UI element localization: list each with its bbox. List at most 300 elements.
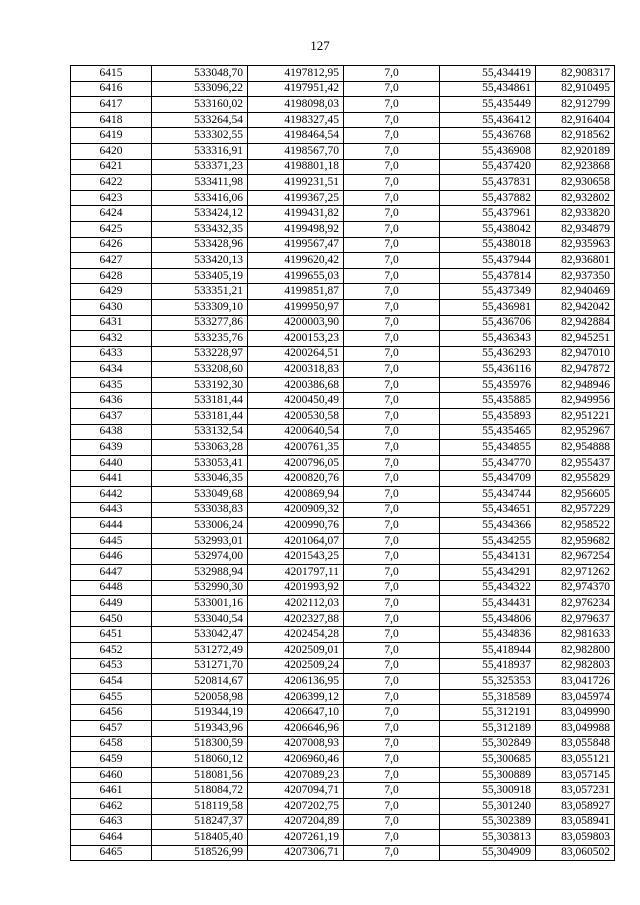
point-number-cell: 6465 xyxy=(71,845,152,861)
height-cell: 7,0 xyxy=(344,814,440,830)
point-number-cell: 6462 xyxy=(71,798,152,814)
table-row xyxy=(71,720,615,736)
latitude-cell: 55,434366 xyxy=(440,518,536,534)
x-coordinate-cell: 533420,13 xyxy=(152,253,248,269)
height-cell: 7,0 xyxy=(344,549,440,565)
table-row xyxy=(71,471,615,487)
longitude-cell: 82,930658 xyxy=(536,175,615,191)
x-coordinate-cell: 533371,23 xyxy=(152,159,248,175)
table-row xyxy=(71,284,615,300)
table-row xyxy=(71,783,615,799)
height-cell: 7,0 xyxy=(344,97,440,113)
table-row xyxy=(71,689,615,705)
height-cell: 7,0 xyxy=(344,424,440,440)
height-cell: 7,0 xyxy=(344,565,440,581)
latitude-cell: 55,418937 xyxy=(440,658,536,674)
table-row xyxy=(71,767,615,783)
x-coordinate-cell: 518247,37 xyxy=(152,814,248,830)
point-number-cell: 6440 xyxy=(71,455,152,471)
table-row xyxy=(71,128,615,144)
table-row xyxy=(71,845,615,861)
height-cell: 7,0 xyxy=(344,175,440,191)
table-row xyxy=(71,237,615,253)
height-cell: 7,0 xyxy=(344,611,440,627)
point-number-cell: 6423 xyxy=(71,190,152,206)
point-number-cell: 6451 xyxy=(71,627,152,643)
height-cell: 7,0 xyxy=(344,705,440,721)
height-cell: 7,0 xyxy=(344,471,440,487)
longitude-cell: 82,940469 xyxy=(536,284,615,300)
x-coordinate-cell: 533277,86 xyxy=(152,315,248,331)
x-coordinate-cell: 533049,68 xyxy=(152,487,248,503)
point-number-cell: 6443 xyxy=(71,502,152,518)
latitude-cell: 55,436412 xyxy=(440,112,536,128)
point-number-cell: 6419 xyxy=(71,128,152,144)
table-row xyxy=(71,221,615,237)
table-row xyxy=(71,81,615,97)
longitude-cell: 82,967254 xyxy=(536,549,615,565)
latitude-cell: 55,437882 xyxy=(440,190,536,206)
table-row xyxy=(71,409,615,425)
y-coordinate-cell: 4201543,25 xyxy=(248,549,344,565)
point-number-cell: 6429 xyxy=(71,284,152,300)
table-row xyxy=(71,97,615,113)
x-coordinate-cell: 532988,94 xyxy=(152,565,248,581)
longitude-cell: 82,971262 xyxy=(536,565,615,581)
y-coordinate-cell: 4200640,54 xyxy=(248,424,344,440)
height-cell: 7,0 xyxy=(344,409,440,425)
x-coordinate-cell: 533053,41 xyxy=(152,455,248,471)
point-number-cell: 6442 xyxy=(71,487,152,503)
x-coordinate-cell: 533048,70 xyxy=(152,66,248,82)
height-cell: 7,0 xyxy=(344,487,440,503)
y-coordinate-cell: 4202509,24 xyxy=(248,658,344,674)
height-cell: 7,0 xyxy=(344,346,440,362)
y-coordinate-cell: 4207261,19 xyxy=(248,830,344,846)
height-cell: 7,0 xyxy=(344,455,440,471)
table-row xyxy=(71,752,615,768)
point-number-cell: 6457 xyxy=(71,720,152,736)
longitude-cell: 83,055848 xyxy=(536,736,615,752)
point-number-cell: 6415 xyxy=(71,66,152,82)
point-number-cell: 6426 xyxy=(71,237,152,253)
table-row xyxy=(71,299,615,315)
y-coordinate-cell: 4201064,07 xyxy=(248,533,344,549)
table-row xyxy=(71,830,615,846)
y-coordinate-cell: 4207008,93 xyxy=(248,736,344,752)
y-coordinate-cell: 4197951,42 xyxy=(248,81,344,97)
point-number-cell: 6438 xyxy=(71,424,152,440)
y-coordinate-cell: 4198464,54 xyxy=(248,128,344,144)
x-coordinate-cell: 533264,54 xyxy=(152,112,248,128)
y-coordinate-cell: 4197812,95 xyxy=(248,66,344,82)
latitude-cell: 55,434709 xyxy=(440,471,536,487)
point-number-cell: 6464 xyxy=(71,830,152,846)
height-cell: 7,0 xyxy=(344,767,440,783)
point-number-cell: 6459 xyxy=(71,752,152,768)
height-cell: 7,0 xyxy=(344,596,440,612)
latitude-cell: 55,436981 xyxy=(440,299,536,315)
y-coordinate-cell: 4198098,03 xyxy=(248,97,344,113)
x-coordinate-cell: 533192,30 xyxy=(152,377,248,393)
point-number-cell: 6421 xyxy=(71,159,152,175)
point-number-cell: 6427 xyxy=(71,253,152,269)
x-coordinate-cell: 520058,98 xyxy=(152,689,248,705)
x-coordinate-cell: 533132,54 xyxy=(152,424,248,440)
latitude-cell: 55,438042 xyxy=(440,221,536,237)
height-cell: 7,0 xyxy=(344,830,440,846)
latitude-cell: 55,434861 xyxy=(440,81,536,97)
x-coordinate-cell: 533424,12 xyxy=(152,206,248,222)
point-number-cell: 6460 xyxy=(71,767,152,783)
height-cell: 7,0 xyxy=(344,190,440,206)
table-row xyxy=(71,533,615,549)
point-number-cell: 6453 xyxy=(71,658,152,674)
latitude-cell: 55,435893 xyxy=(440,409,536,425)
x-coordinate-cell: 518084,72 xyxy=(152,783,248,799)
table-row xyxy=(71,549,615,565)
table-row xyxy=(71,565,615,581)
x-coordinate-cell: 519343,96 xyxy=(152,720,248,736)
y-coordinate-cell: 4199567,47 xyxy=(248,237,344,253)
longitude-cell: 82,918562 xyxy=(536,128,615,144)
latitude-cell: 55,437831 xyxy=(440,175,536,191)
latitude-cell: 55,436908 xyxy=(440,143,536,159)
table-row xyxy=(71,658,615,674)
point-number-cell: 6417 xyxy=(71,97,152,113)
latitude-cell: 55,434836 xyxy=(440,627,536,643)
longitude-cell: 82,935963 xyxy=(536,237,615,253)
page-number: 127 xyxy=(310,38,330,53)
point-number-cell: 6433 xyxy=(71,346,152,362)
height-cell: 7,0 xyxy=(344,440,440,456)
longitude-cell: 82,916404 xyxy=(536,112,615,128)
x-coordinate-cell: 518081,56 xyxy=(152,767,248,783)
point-number-cell: 6458 xyxy=(71,736,152,752)
table-row xyxy=(71,424,615,440)
y-coordinate-cell: 4206646,96 xyxy=(248,720,344,736)
point-number-cell: 6430 xyxy=(71,299,152,315)
latitude-cell: 55,437944 xyxy=(440,253,536,269)
coordinates-table-body xyxy=(71,66,615,861)
height-cell: 7,0 xyxy=(344,81,440,97)
x-coordinate-cell: 518300,59 xyxy=(152,736,248,752)
table-row xyxy=(71,487,615,503)
point-number-cell: 6455 xyxy=(71,689,152,705)
longitude-cell: 83,049990 xyxy=(536,705,615,721)
x-coordinate-cell: 533160,02 xyxy=(152,97,248,113)
y-coordinate-cell: 4200318,83 xyxy=(248,362,344,378)
y-coordinate-cell: 4207204,89 xyxy=(248,814,344,830)
y-coordinate-cell: 4202327,88 xyxy=(248,611,344,627)
height-cell: 7,0 xyxy=(344,206,440,222)
y-coordinate-cell: 4198801,18 xyxy=(248,159,344,175)
point-number-cell: 6431 xyxy=(71,315,152,331)
longitude-cell: 83,049988 xyxy=(536,720,615,736)
x-coordinate-cell: 532974,00 xyxy=(152,549,248,565)
y-coordinate-cell: 4199431,82 xyxy=(248,206,344,222)
table-row xyxy=(71,377,615,393)
x-coordinate-cell: 533428,96 xyxy=(152,237,248,253)
latitude-cell: 55,434419 xyxy=(440,66,536,82)
longitude-cell: 82,920189 xyxy=(536,143,615,159)
longitude-cell: 82,934879 xyxy=(536,221,615,237)
y-coordinate-cell: 4206647,10 xyxy=(248,705,344,721)
y-coordinate-cell: 4200153,23 xyxy=(248,331,344,347)
longitude-cell: 82,908317 xyxy=(536,66,615,82)
x-coordinate-cell: 533405,19 xyxy=(152,268,248,284)
table-row xyxy=(71,642,615,658)
longitude-cell: 82,974370 xyxy=(536,580,615,596)
latitude-cell: 55,434131 xyxy=(440,549,536,565)
y-coordinate-cell: 4200869,94 xyxy=(248,487,344,503)
height-cell: 7,0 xyxy=(344,377,440,393)
latitude-cell: 55,434651 xyxy=(440,502,536,518)
height-cell: 7,0 xyxy=(344,689,440,705)
latitude-cell: 55,436706 xyxy=(440,315,536,331)
height-cell: 7,0 xyxy=(344,331,440,347)
table-row xyxy=(71,627,615,643)
y-coordinate-cell: 4207202,75 xyxy=(248,798,344,814)
y-coordinate-cell: 4199367,25 xyxy=(248,190,344,206)
height-cell: 7,0 xyxy=(344,393,440,409)
y-coordinate-cell: 4199950,97 xyxy=(248,299,344,315)
longitude-cell: 82,951221 xyxy=(536,409,615,425)
latitude-cell: 55,434744 xyxy=(440,487,536,503)
table-row xyxy=(71,455,615,471)
height-cell: 7,0 xyxy=(344,658,440,674)
point-number-cell: 6448 xyxy=(71,580,152,596)
longitude-cell: 82,954888 xyxy=(536,440,615,456)
x-coordinate-cell: 533046,35 xyxy=(152,471,248,487)
latitude-cell: 55,325353 xyxy=(440,674,536,690)
y-coordinate-cell: 4202112,03 xyxy=(248,596,344,612)
point-number-cell: 6445 xyxy=(71,533,152,549)
point-number-cell: 6432 xyxy=(71,331,152,347)
height-cell: 7,0 xyxy=(344,752,440,768)
height-cell: 7,0 xyxy=(344,533,440,549)
longitude-cell: 82,959682 xyxy=(536,533,615,549)
y-coordinate-cell: 4200761,35 xyxy=(248,440,344,456)
longitude-cell: 83,055121 xyxy=(536,752,615,768)
longitude-cell: 82,947010 xyxy=(536,346,615,362)
longitude-cell: 83,060502 xyxy=(536,845,615,861)
point-number-cell: 6447 xyxy=(71,565,152,581)
latitude-cell: 55,436116 xyxy=(440,362,536,378)
x-coordinate-cell: 519344,19 xyxy=(152,705,248,721)
longitude-cell: 82,932802 xyxy=(536,190,615,206)
longitude-cell: 82,982800 xyxy=(536,642,615,658)
height-cell: 7,0 xyxy=(344,237,440,253)
height-cell: 7,0 xyxy=(344,783,440,799)
x-coordinate-cell: 533040,54 xyxy=(152,611,248,627)
height-cell: 7,0 xyxy=(344,221,440,237)
height-cell: 7,0 xyxy=(344,66,440,82)
longitude-cell: 82,910495 xyxy=(536,81,615,97)
latitude-cell: 55,435449 xyxy=(440,97,536,113)
longitude-cell: 82,958522 xyxy=(536,518,615,534)
longitude-cell: 82,936801 xyxy=(536,253,615,269)
latitude-cell: 55,437420 xyxy=(440,159,536,175)
point-number-cell: 6452 xyxy=(71,642,152,658)
table-row xyxy=(71,253,615,269)
height-cell: 7,0 xyxy=(344,674,440,690)
y-coordinate-cell: 4207089,23 xyxy=(248,767,344,783)
y-coordinate-cell: 4198567,70 xyxy=(248,143,344,159)
y-coordinate-cell: 4198327,45 xyxy=(248,112,344,128)
y-coordinate-cell: 4199498,92 xyxy=(248,221,344,237)
table-row xyxy=(71,331,615,347)
table-row xyxy=(71,143,615,159)
latitude-cell: 55,435885 xyxy=(440,393,536,409)
latitude-cell: 55,434855 xyxy=(440,440,536,456)
height-cell: 7,0 xyxy=(344,518,440,534)
point-number-cell: 6450 xyxy=(71,611,152,627)
y-coordinate-cell: 4200990,76 xyxy=(248,518,344,534)
point-number-cell: 6420 xyxy=(71,143,152,159)
latitude-cell: 55,434431 xyxy=(440,596,536,612)
height-cell: 7,0 xyxy=(344,798,440,814)
latitude-cell: 55,434770 xyxy=(440,455,536,471)
height-cell: 7,0 xyxy=(344,253,440,269)
longitude-cell: 82,912799 xyxy=(536,97,615,113)
latitude-cell: 55,303813 xyxy=(440,830,536,846)
table-row xyxy=(71,580,615,596)
point-number-cell: 6422 xyxy=(71,175,152,191)
latitude-cell: 55,434322 xyxy=(440,580,536,596)
latitude-cell: 55,304909 xyxy=(440,845,536,861)
y-coordinate-cell: 4200530,58 xyxy=(248,409,344,425)
table-row xyxy=(71,502,615,518)
x-coordinate-cell: 533302,55 xyxy=(152,128,248,144)
table-row xyxy=(71,175,615,191)
latitude-cell: 55,437349 xyxy=(440,284,536,300)
longitude-cell: 82,957229 xyxy=(536,502,615,518)
longitude-cell: 82,955829 xyxy=(536,471,615,487)
table-row xyxy=(71,206,615,222)
table-row xyxy=(71,159,615,175)
table-row xyxy=(71,674,615,690)
table-row xyxy=(71,315,615,331)
height-cell: 7,0 xyxy=(344,128,440,144)
x-coordinate-cell: 533416,06 xyxy=(152,190,248,206)
longitude-cell: 82,923868 xyxy=(536,159,615,175)
point-number-cell: 6444 xyxy=(71,518,152,534)
height-cell: 7,0 xyxy=(344,284,440,300)
y-coordinate-cell: 4199851,87 xyxy=(248,284,344,300)
y-coordinate-cell: 4199620,42 xyxy=(248,253,344,269)
height-cell: 7,0 xyxy=(344,362,440,378)
x-coordinate-cell: 533316,91 xyxy=(152,143,248,159)
height-cell: 7,0 xyxy=(344,299,440,315)
x-coordinate-cell: 518119,58 xyxy=(152,798,248,814)
height-cell: 7,0 xyxy=(344,112,440,128)
latitude-cell: 55,318589 xyxy=(440,689,536,705)
longitude-cell: 83,057231 xyxy=(536,783,615,799)
point-number-cell: 6434 xyxy=(71,362,152,378)
point-number-cell: 6424 xyxy=(71,206,152,222)
table-row xyxy=(71,705,615,721)
height-cell: 7,0 xyxy=(344,642,440,658)
y-coordinate-cell: 4200003,90 xyxy=(248,315,344,331)
longitude-cell: 82,949956 xyxy=(536,393,615,409)
y-coordinate-cell: 4199655,03 xyxy=(248,268,344,284)
latitude-cell: 55,437814 xyxy=(440,268,536,284)
point-number-cell: 6456 xyxy=(71,705,152,721)
latitude-cell: 55,436293 xyxy=(440,346,536,362)
x-coordinate-cell: 533038,83 xyxy=(152,502,248,518)
latitude-cell: 55,435465 xyxy=(440,424,536,440)
y-coordinate-cell: 4207306,71 xyxy=(248,845,344,861)
y-coordinate-cell: 4199231,51 xyxy=(248,175,344,191)
y-coordinate-cell: 4200264,51 xyxy=(248,346,344,362)
x-coordinate-cell: 518060,12 xyxy=(152,752,248,768)
height-cell: 7,0 xyxy=(344,736,440,752)
x-coordinate-cell: 532990,30 xyxy=(152,580,248,596)
x-coordinate-cell: 533411,98 xyxy=(152,175,248,191)
y-coordinate-cell: 4206399,12 xyxy=(248,689,344,705)
y-coordinate-cell: 4200820,76 xyxy=(248,471,344,487)
latitude-cell: 55,312191 xyxy=(440,705,536,721)
latitude-cell: 55,436343 xyxy=(440,331,536,347)
latitude-cell: 55,434255 xyxy=(440,533,536,549)
x-coordinate-cell: 518526,99 xyxy=(152,845,248,861)
table-row xyxy=(71,736,615,752)
table-row xyxy=(71,112,615,128)
longitude-cell: 83,058941 xyxy=(536,814,615,830)
y-coordinate-cell: 4200909,32 xyxy=(248,502,344,518)
latitude-cell: 55,435976 xyxy=(440,377,536,393)
x-coordinate-cell: 533063,28 xyxy=(152,440,248,456)
table-row xyxy=(71,362,615,378)
x-coordinate-cell: 533001,16 xyxy=(152,596,248,612)
y-coordinate-cell: 4206960,46 xyxy=(248,752,344,768)
y-coordinate-cell: 4202454,28 xyxy=(248,627,344,643)
y-coordinate-cell: 4200796,05 xyxy=(248,455,344,471)
height-cell: 7,0 xyxy=(344,720,440,736)
x-coordinate-cell: 533235,76 xyxy=(152,331,248,347)
y-coordinate-cell: 4207094,71 xyxy=(248,783,344,799)
point-number-cell: 6416 xyxy=(71,81,152,97)
height-cell: 7,0 xyxy=(344,268,440,284)
longitude-cell: 83,045974 xyxy=(536,689,615,705)
longitude-cell: 82,937350 xyxy=(536,268,615,284)
point-number-cell: 6428 xyxy=(71,268,152,284)
point-number-cell: 6437 xyxy=(71,409,152,425)
table-row xyxy=(71,611,615,627)
x-coordinate-cell: 533042,47 xyxy=(152,627,248,643)
point-number-cell: 6454 xyxy=(71,674,152,690)
x-coordinate-cell: 533096,22 xyxy=(152,81,248,97)
table-row xyxy=(71,798,615,814)
longitude-cell: 82,952967 xyxy=(536,424,615,440)
point-number-cell: 6418 xyxy=(71,112,152,128)
table-row xyxy=(71,190,615,206)
table-row xyxy=(71,66,615,82)
point-number-cell: 6449 xyxy=(71,596,152,612)
x-coordinate-cell: 533228,97 xyxy=(152,346,248,362)
longitude-cell: 83,058927 xyxy=(536,798,615,814)
latitude-cell: 55,438018 xyxy=(440,237,536,253)
x-coordinate-cell: 531272,49 xyxy=(152,642,248,658)
x-coordinate-cell: 533309,10 xyxy=(152,299,248,315)
x-coordinate-cell: 520814,67 xyxy=(152,674,248,690)
x-coordinate-cell: 533006,24 xyxy=(152,518,248,534)
latitude-cell: 55,437961 xyxy=(440,206,536,222)
longitude-cell: 83,041726 xyxy=(536,674,615,690)
x-coordinate-cell: 533208,60 xyxy=(152,362,248,378)
longitude-cell: 82,945251 xyxy=(536,331,615,347)
